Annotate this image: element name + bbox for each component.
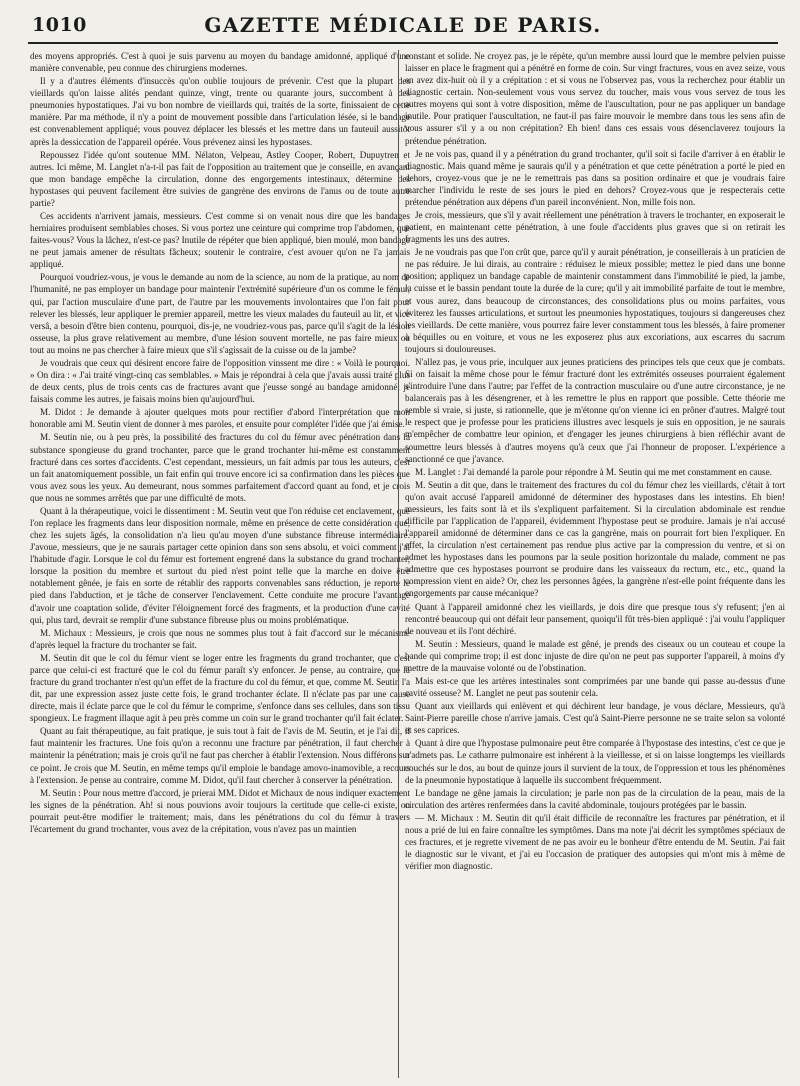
paragraph: Je crois, messieurs, que s'il y avait réellement une pénétration à travers le trochanter, en exposerait le patient, en maintenant cette pénétration, à une foule d'accidents plus graves que si on retirait les fragments les uns des autres. xyxy=(405,210,785,245)
paragraph: M. Seutin a dit que, dans le traitement des fractures du col du fémur chez les vieillards, c'était à tort qu'on avait accusé l'appareil amidonné de déterminer des hypostases dans les intestins. Eh bien! messieurs, les faits sont là et ils s'expliquent parfaitement. Si la circulation abdominale est rendue difficile par l'application de l'appareil, évidemment l'hypostase peut se produire. Jamais je n'ai accusé l'appareil amidonné de déterminer dans ce cas la gangrène, mais on pourrait fort bien l'expliquer. En effet, la circulation n'est certainement pas rendue plus active par la compression du ventre, et si on admet les hypostases dans les poumons par la seule position horizontale du malade, comment ne pas admettre que ces hypostases pourront se produire dans les vaisseaux du rectum, etc., etc., quand la compression vient en aide? Or, chez les personnes âgées, la gangrène n'est-elle point fréquente dans les engorgements par cause mécanique? xyxy=(405,479,785,599)
header-rule xyxy=(28,42,778,44)
paragraph: M. Didot : Je demande à ajouter quelques mots pour rectifier d'abord l'interprétation que mon honorable ami M. Seutin vient de donner à mes paroles, et ensuite pour compléter l'idée que j'ai émise. xyxy=(30,407,410,430)
paragraph: Repoussez l'idée qu'ont soutenue MM. Nélaton, Velpeau, Astley Cooper, Robert, Dupuytren et autres. Ici même, M. Langlet n'a-t-il pas fait de l'opposition au traitement que je conseille, en avançant que mon bandage empêche la circulation, donne des engorgements intestinaux, détermine des hypostases qui peuvent facilement être suivies de gangrène des environs de l'anus ou de toute autre partie? xyxy=(30,149,410,208)
paragraph: M. Seutin : Pour nous mettre d'accord, je prierai MM. Didot et Michaux de nous indiquer exactement les signes de la pénétration. Ah! si nous pouvions avoir toujours la certitude que celle-ci existe, on pourrait peut-être modifier le traitement; mais, dans les pénétrations du col du fémur à travers l'écartement du grand trochanter, vous avez de la crépitation, vous n'avez pas un maintien xyxy=(30,787,410,834)
paragraph: M. Seutin dit que le col du fémur vient se loger entre les fragments du grand trochanter, que c'est parce que celui-ci est fracturé que le col du fémur paraît s'y enfoncer. Je pense, au contraire, que la fracture du grand trochanter n'est qu'un effet de la fracture du col du fémur, et que, comme M. Seutin l'a dit, par une expression assez juste cette fois, le grand trochanter éclate. Il n'éclate pas par une cause directe, mais il éclate parce que le col du fémur le comprime, s'enfonce dans ses cellules, dans son tissu spongieux. Le fragment illaque agit à peu près comme un coin sur le grand trochanter qu'il fait éclater. xyxy=(30,652,410,724)
paragraph: Je ne vois pas, quand il y a pénétration du grand trochanter, qu'il soit si facile d'arriver à en établir le diagnostic. Mais quand même je saurais qu'il y a pénétration et que cette pénétration a porté le pied en dehors, croyez-vous que je ne le remettrais pas dans sa position ordinaire et que je voudrais faire marcher l'individu le reste de ses jours le pied en dehors? Croyez-vous que je respecterais cette prétendue pénétration aux dépens d'un pareil inconvénient. Non, mille fois non. xyxy=(405,148,785,207)
page-header xyxy=(28,12,778,38)
paragraph: Il y a d'autres éléments d'insuccès qu'on oublie toujours de prévenir. C'est que la plupart des vieillards qu'on laisse alités pendant quinze, vingt, trente ou quarante jours, succombent à des pneumonies hypostatiques. J'ai vu bon nombre de vieillards qui, traités de la sorte, finissaient de cette manière. Par ma méthode, il n'y a point de mouvement possible dans l'articulation lésée, si le bandage est convenablement appliqué; vous pouvez déplacer les blessés et les mettre dans un fauteuil aussitôt après la dessiccation de l'appareil opérée. Vous prévenez ainsi les hypostases. xyxy=(30,76,410,147)
paragraph: Quant à dire que l'hypostase pulmonaire peut être comparée à l'hypostase des intestins, c'est ce que je n'admets pas. Le catharre pulmonaire est inhérent à la vieillesse, et si on laisse longtemps les vieillards couchés sur le dos, au bout de quinze jours il survient de la toux, de l'oppression et tous les phénomènes de la pneumonie hypostatique à laquelle ils succombent fréquemment. xyxy=(405,738,785,785)
paragraph: Je voudrais que ceux qui désirent encore faire de l'opposition vinssent me dire : « Voilà le pourquoi. » On dira : « J'ai traité vingt-cinq cas semblables. » Mais je répondrai à cela que j'avais aussi traité plus de deux cents, plus de trois cents cas de fractures avant que j'eusse songé au bandage amidonné; je faisais comme les autres, je faisais moins bien qu'aujourd'hui. xyxy=(30,357,410,405)
paragraph: — M. Michaux : M. Seutin dit qu'il était difficile de reconnaître les fractures par pénétration, et il nous a prié de lui en faire connaître les symptômes. Dans ma note j'ai décrit les symptômes spéciaux de ces fractures, et je regrette vivement de ne pas avoir eu le bonheur d'être entendu de M. Seutin. J'ai fait le diagnostic sur le vivant, et j'ai eu l'occasion de pratiquer des autopsies qui m'ont mis à même de vérifier mon diagnostic. xyxy=(405,812,785,872)
paragraph: Pourquoi voudriez-vous, je vous le demande au nom de la science, au nom de la pratique, au nom de l'humanité, ne pas employer un bandage pour maintenir l'extrémité supérieure d'un os comme le fémur, qui, par l'action musculaire d'une part, de l'autre par les mouvements involontaires que l'on fait pour relever les blessés, leur appliquer le premier appareil, mettre les vieux malades du fauteuil au lit, et vice versâ, a besoin d'être bien contenu, pourquoi, dis-je, ne voudriez-vous pas, parce qu'il s'agit de la lésion osseuse, la plus grave relativement au membre, d'une lésion souvent mortelle, ne pas faire mieux ou tout au moins ne pas chercher à faire mieux que s'il s'agissait de la cuisse ou de la jambe? xyxy=(30,272,410,355)
paragraph: M. Langlet : J'ai demandé la parole pour répondre à M. Seutin qui me met constamment en cause. xyxy=(415,466,772,477)
left-column xyxy=(30,50,410,1080)
page-number: 1010 xyxy=(32,14,87,36)
paragraph: M. Seutin : Messieurs, quand le malade est gêné, je prends des ciseaux ou un couteau et coupe la bande qui comprime trop; il est donc injuste de dire qu'on ne peut pas supporter l'appareil, à moins d'y mettre de la mauvaise volonté ou de l'obstination. xyxy=(405,638,785,673)
paragraph: N'allez pas, je vous prie, inculquer aux jeunes praticiens des principes tels que ceux que je combats. Si on faisait la même chose pour le fémur fracturé dont les extrémités osseuses pourraient également s'introduire l'une dans l'autre; par l'effet de la contraction musculaire ou d'une autre circonstance, je ne balancerais pas à les désengrener, et à les remettre le plus en rapport que possible. Cette théorie me semble si vraie, si juste, si rationnelle, que je m'étonne qu'on vienne ici en prôner d'autres. Malgré tout le respect que je professe pour les praticiens illustres avec lesquels je suis en opposition, je ne saurais m'empêcher de combattre leur opinion, et d'engager les jeunes chirurgiens à bien réfléchir avant de soumettre leurs blessés à d'autres moyens qu'à ceux que j'ai l'honneur de proposer. L'expérience a sanctionné ce que j'avance. xyxy=(405,356,785,464)
paragraph: M. Michaux : Messieurs, je crois que nous ne sommes plus tout à fait d'accord sur le mécanisme d'après lequel la fracture du trochanter se fait. xyxy=(30,627,410,650)
paragraph: Quant à l'appareil amidonné chez les vieillards, je dois dire que presque tous s'y refusent; j'en ai rencontré beaucoup qui ont défait leur pansement, quoiqu'il fût très-bien appliqué : j'ai voulu l'appliquer de nouveau et ils l'ont déchiré. xyxy=(405,601,785,636)
column-divider xyxy=(398,50,399,1078)
paragraph: Mais est-ce que les artères intestinales sont comprimées par une bande qui passe au-dessus d'une cavité osseuse? M. Langlet ne peut pas soutenir cela. xyxy=(405,675,785,699)
paragraph: Je ne voudrais pas que l'on crût que, parce qu'il y aurait pénétration, je conseillerais à un praticien de ne pas réduire. Je lui dirais, au contraire : réduisez le mieux possible; mettez le pied dans une bonne position; appliquez un bandage capable de maintenir constamment dans l'immobilité le pied, la jambe, la cuisse et le bassin pendant toute la durée de la cure; qu'il y ait immobilité parfaite de tout le membre, et vous aurez, dans beaucoup de circonstances, des consolidations plus ou moins parfaites, vous éviterez les fausses articulations, et surtout les pneumonies hypostatiques, toujours si dangereuses chez les vieillards. De cette manière, vous pourrez faire lever constamment tous les blessés, à faire promener à béquilles ou en voiture, et vous ne les exposerez plus aux excoriations, aux escarres du sacrum toujours si douloureuses. xyxy=(405,247,785,354)
paragraph: M. Seutin nie, ou à peu près, la possibilité des fractures du col du fémur avec pénétration dans la substance spongieuse du grand trochanter, parce que le grand trochanter lui-même est constamment fracturé dans ces sortes d'accidents. C'est cependant, messieurs, un fait admis par tous les auteurs, c'est un fait anatomiquement possible, un fait enfin qui trouve encore ici sa confirmation dans les pièces que vous avez sous les yeux. Au demeurant, nous sommes parfaitement d'accord quant au fond, et je crois que nous ne sommes arrêtés que par une difficulté de mots. xyxy=(30,432,410,503)
right-column xyxy=(405,50,785,1080)
paragraph: des moyens appropriés. C'est à quoi je suis parvenu au moyen du bandage amidonné, appliqué d'une manière convenable, peu connue des chirurgiens modernes. xyxy=(30,51,410,74)
paragraph: Quant à la thérapeutique, voici le dissentiment : M. Seutin veut que l'on réduise cet enclavement, que l'on replace les fragments dans leur disposition normale, même en présence de cette considération que, chez les sujets âgés, la consolidation n'a lieu qu'au moyen d'une substance fibreuse intermédiaire. J'avoue, messieurs, que je ne saurais partager cette opinion dans son sens absolu, et voici comment j'ai l'habitude d'agir. Lorsque le col du fémur est fortement engrené dans la substance du grand trochanter, lorsque la position du membre et surtout du pied n'est point telle que la marche en doive être notablement gênée, je fais en sorte de rétablir des rapports convenables sans réduction, je reporte le pied dans l'abduction, et je tâche de conserver l'enclavement. Cette conduite me procure l'avantage d'avoir une coaptation solide, d'éviter l'éloignement forcé des fragments, et la production d'une cavité qui, plus tard, devrait se remplir d'une substance fibreuse plus ou moins problématique. xyxy=(30,505,410,625)
paragraph: constant et solide. Ne croyez pas, je le répète, qu'un membre aussi lourd que le membre pelvien puisse laisser en place le fragment qui a pénétré en forme de coin. Sur vingt fractures, vous en avez seize, vous en avez dix-huit où il y a crépitation : et si vous ne l'observez pas, vous la recherchez pour établir un diagnostic certain. Non-seulement vous vous servez du toucher, mais vous vous servez de tous les autres moyens qui sont à votre disposition, même de l'auscultation, pour ne pas appliquer un bandage inutile. Pour pratiquer l'auscultation, ne faut-il pas faire mouvoir le membre dans tous les sens afin de vous assurer s'il y a ou non crépitation? Eh bien! dans ces essais vous désenclaverez toujours la prétendue pénétration. xyxy=(405,51,785,146)
paragraph: Le bandage ne gêne jamais la circulation; je parle non pas de la circulation de la peau, mais de la circulation des artères renfermées dans la cavité abdominale, toujours protégées par le bassin. xyxy=(405,787,785,810)
journal-title: GAZETTE MÉDICALE DE PARIS. xyxy=(204,13,602,37)
paragraph: Quant aux vieillards qui enlèvent et qui déchirent leur bandage, je vous déclare, Messieurs, qu'à Saint-Pierre pareille chose n'arrive jamais. C'est qu'à Saint-Pierre personne ne se traite selon sa volonté et ses caprices. xyxy=(405,701,785,736)
paragraph: Quant au fait thérapeutique, au fait pratique, je suis tout à fait de l'avis de M. Seutin, et je l'ai dit, il faut maintenir les fractures. Une fois qu'on a reconnu une fracture par pénétration, il faut chercher à maintenir la pénétration; mais je crois qu'il ne faut pas chercher à établir l'extension. Nous différons sur ce point. Je crois que M. Seutin, en même temps qu'il emploie le bandage amovo-inamovible, a recours à l'extension. Je pense au contraire, comme M. Didot, qu'il faut chercher à conserver la pénétration. xyxy=(30,726,410,785)
paragraph: Ces accidents n'arrivent jamais, messieurs. C'est comme si on venait nous dire que les bandages herniaires produisent semblables choses. Si vous portez une ceinture qui comprime trop l'abdomen, que faites-vous? Vous la lâchez, n'est-ce pas? Inutile de répéter que bien appliqué, bien moulé, mon bandage ne peut jamais amener de résultats fâcheux; soutenir le contraire, c'est avouer qu'on ne l'a jamais appliqué. xyxy=(30,211,410,270)
